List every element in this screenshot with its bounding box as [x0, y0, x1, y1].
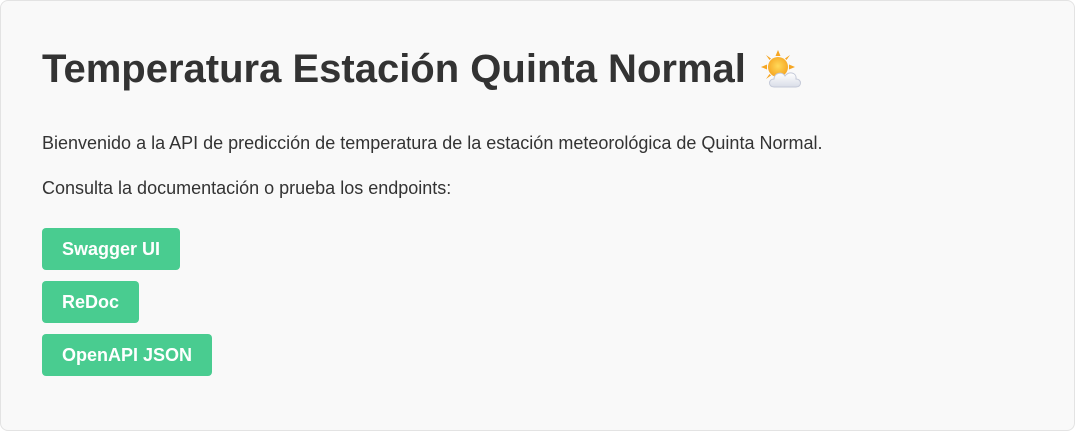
swagger-ui-button[interactable]: Swagger UI — [42, 228, 180, 270]
sun-behind-cloud-icon — [760, 49, 804, 93]
page-title-text: Temperatura Estación Quinta Normal — [42, 47, 746, 91]
redoc-button[interactable]: ReDoc — [42, 281, 139, 323]
endpoints-prompt: Consulta la documentación o prueba los endpoints: — [42, 178, 452, 198]
page-title — [42, 42, 804, 96]
intro-text: Bienvenido a la API de predicción de temperatura de la estación meteorológica de Quinta Normal. — [42, 133, 823, 153]
openapi-json-button[interactable]: OpenAPI JSON — [42, 334, 212, 376]
